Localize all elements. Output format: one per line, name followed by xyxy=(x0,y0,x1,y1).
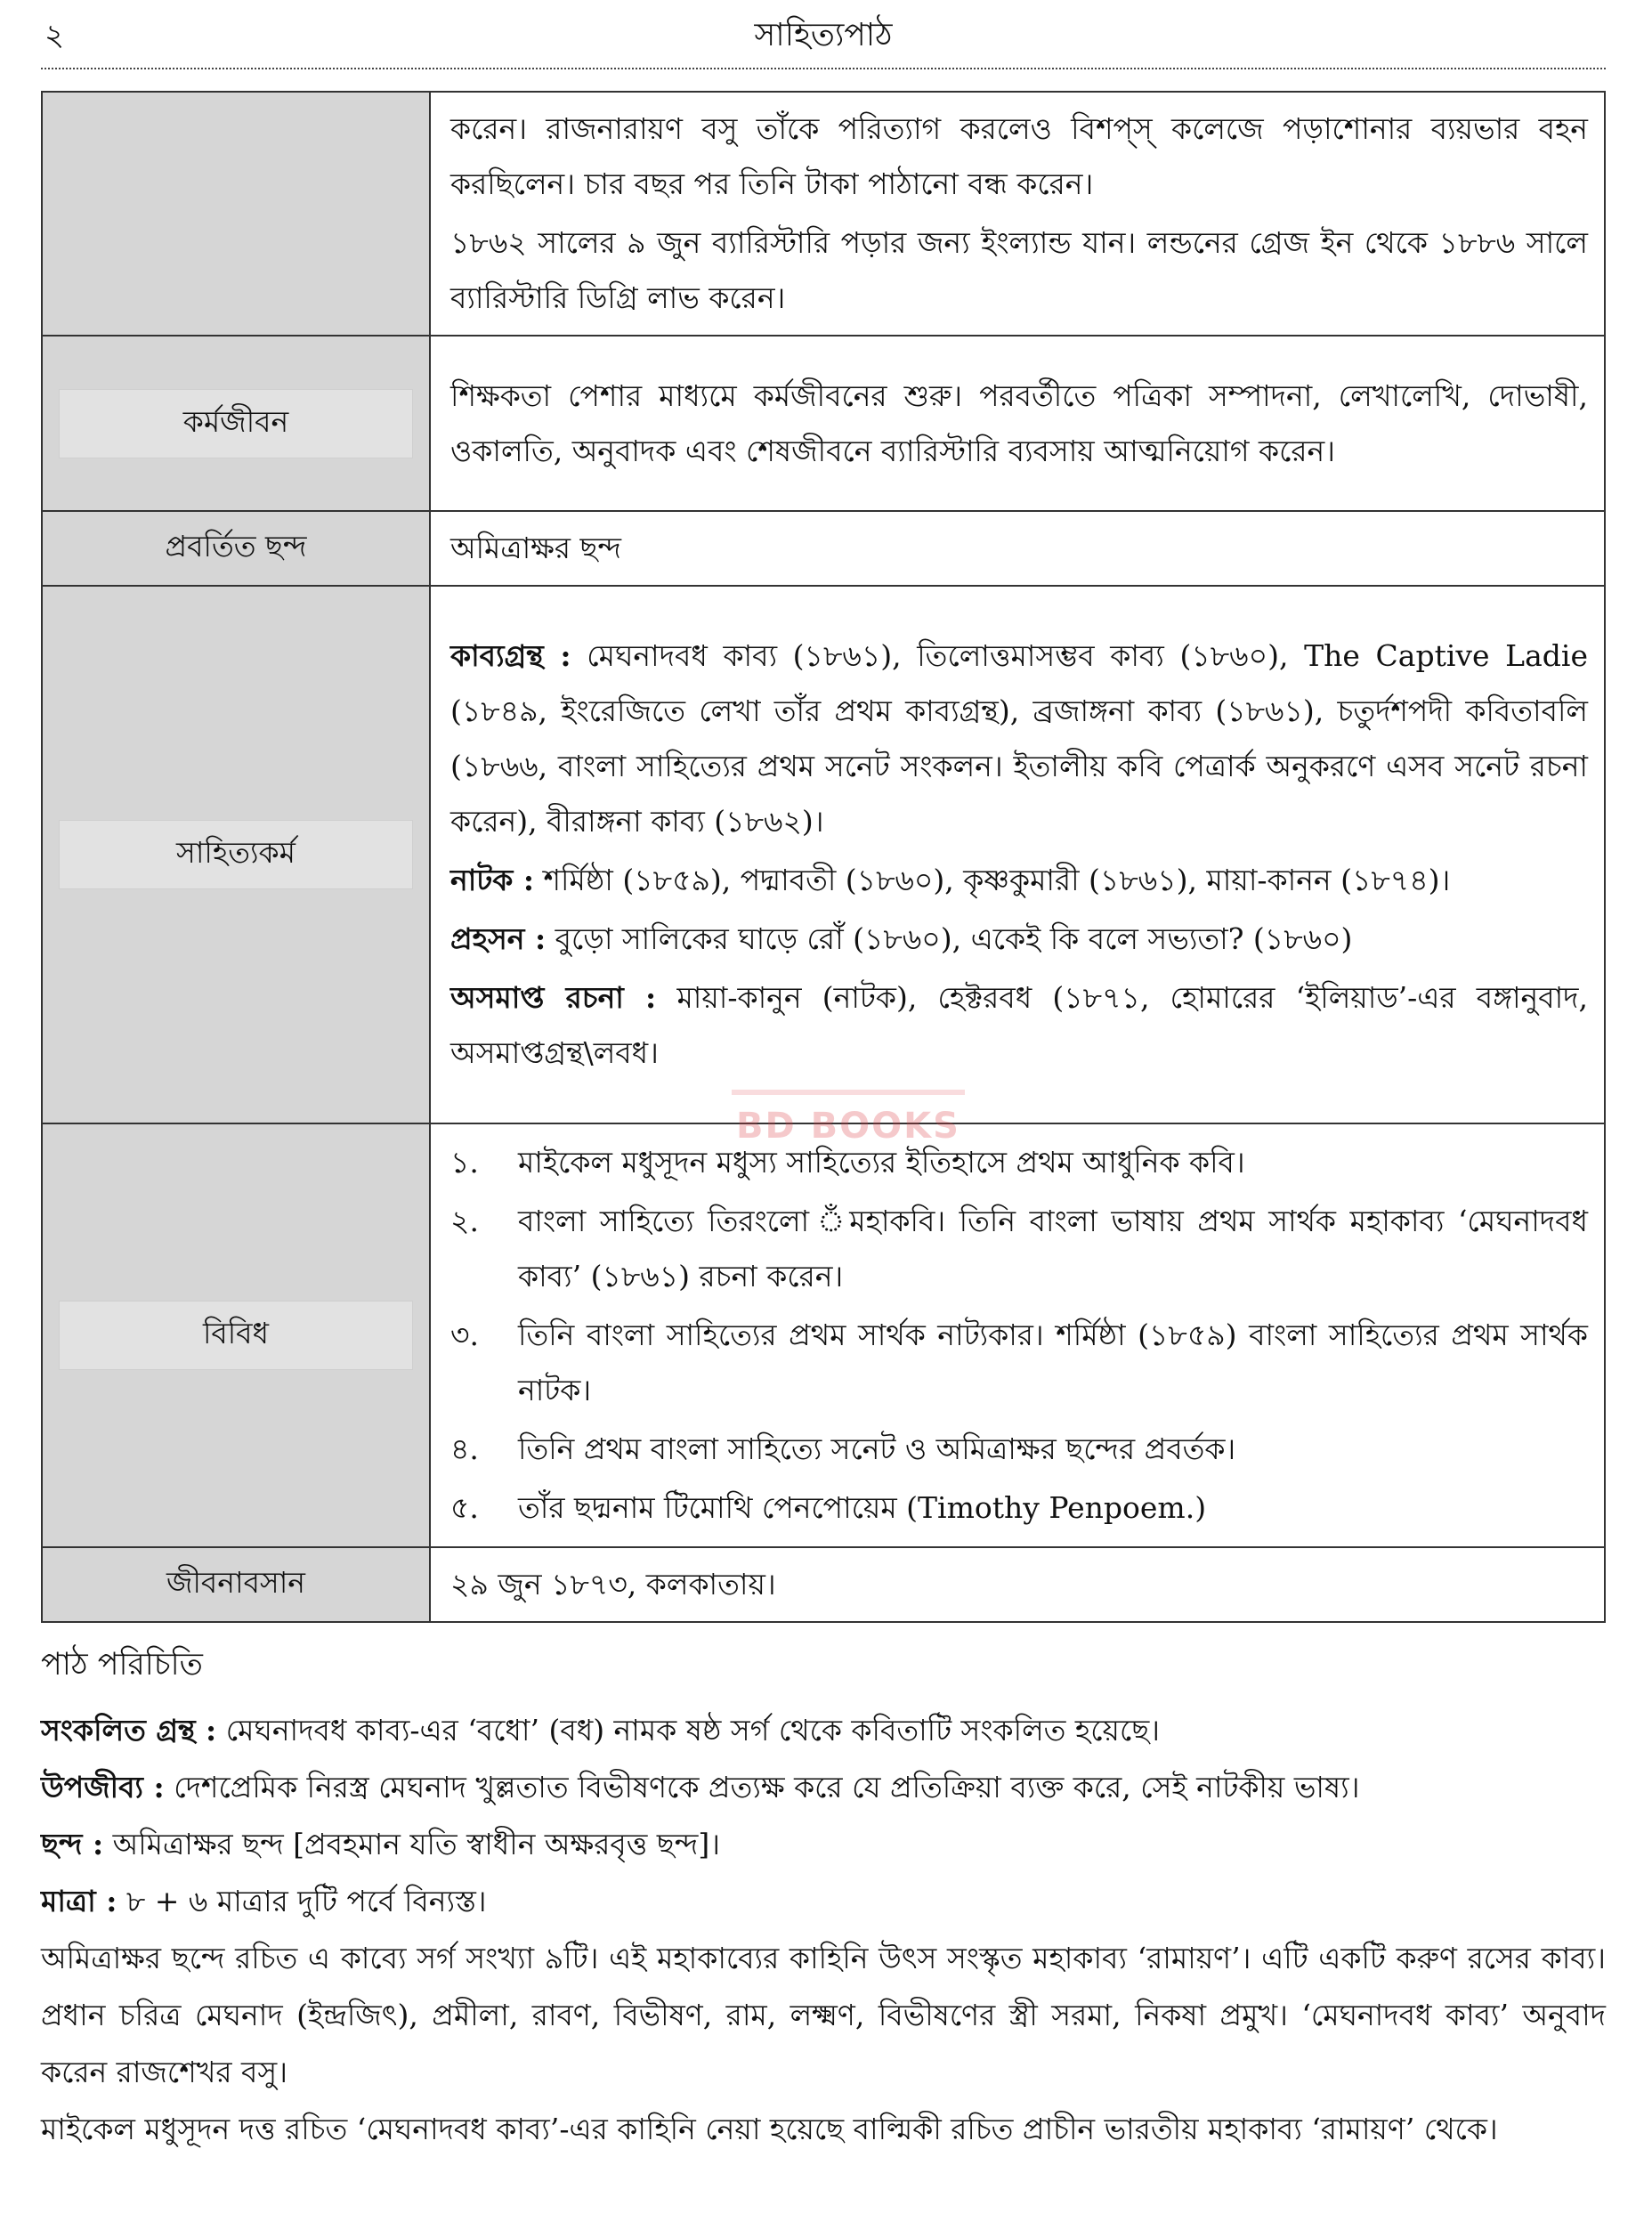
list-number: ১. xyxy=(450,1145,479,1180)
list-number: ৫. xyxy=(450,1490,479,1525)
theme-heading: উপজীব্য : xyxy=(41,1770,165,1804)
row-label xyxy=(42,1547,430,1622)
row-label xyxy=(42,586,430,1123)
meter-heading: ছন্দ : xyxy=(41,1827,104,1861)
lesson-introduction xyxy=(41,1636,1606,2158)
table-row xyxy=(42,511,1605,586)
education-paragraph: ১৮৬২ সালের ৯ জুন ব্যারিস্টারি পড়ার জন্য ইংল্যান্ড যান। লন্ডনের গ্রেজ ইন থেকে ১৮৮৬ সালে ব্যারিস্টারি ডিগ্রি লাভ করেন। xyxy=(450,225,1588,315)
death-label: জীবনাবসান xyxy=(166,1565,306,1600)
row-label xyxy=(42,336,430,511)
list-number: ৩. xyxy=(450,1318,479,1352)
body-paragraph: মাইকেল মধুসূদন দত্ত রচিত ‘মেঘনাদবধ কাব্য’-এর কাহিনি নেয়া হয়েছে বাল্মিকী রচিত প্রাচীন ভারতীয় মহাকাব্য ‘রামায়ণ’ থেকে। xyxy=(41,2112,1498,2146)
death-cell xyxy=(430,1547,1605,1622)
list-item xyxy=(450,1480,1588,1536)
drama-heading: নাটক : xyxy=(450,863,535,897)
unfinished-paragraph xyxy=(450,970,1588,1081)
page-header xyxy=(41,0,1606,69)
poetry-text: মেঘনাদবধ কাব্য (১৮৬১), তিলোত্তমাসম্ভব কাব্য (১৮৬০), The Captive Ladie (১৮৪৯, ইংরেজিতে লেখা তাঁর প্রথম কাব্যগ্রন্থ), ব্রজাঙ্গনা কাব্য (১৮৬১), চতুর্দশপদী কবিতাবলি (১৮৬৬, বাংলা সাহিত্যের প্রথম সনেট সংকলন। ইতালীয় কবি পেত্রার্ক অনুকরণে এসব সনেট রচনা করেন), বীরাঙ্গনা কাব্য (১৮৬২)। xyxy=(450,638,1588,839)
literary-works-label: সাহিত্যকর্ম xyxy=(59,820,413,889)
poetry-heading: কাব্যগ্রন্থ : xyxy=(450,638,571,673)
theme-text: দেশপ্রেমিক নিরস্ত্র মেঘনাদ খুল্লতাত বিভীষণকে প্রত্যক্ষ করে যে প্রতিক্রিয়া ব্যক্ত করে, সেই নাটকীয় ভাষ্য। xyxy=(174,1770,1360,1804)
theme-line xyxy=(41,1759,1606,1816)
page-number: ২ xyxy=(45,18,65,53)
farce-heading: প্রহসন : xyxy=(450,921,547,956)
watermark: BD BOOKS xyxy=(732,1090,965,1157)
farce-paragraph xyxy=(450,912,1588,967)
meter-cell xyxy=(430,511,1605,586)
unfinished-heading: অসমাপ্ত রচনা : xyxy=(450,980,657,1015)
measure-heading: মাত্রা : xyxy=(41,1884,117,1918)
death-text: ২৯ জুন ১৮৭৩, কলকাতায়। xyxy=(450,1567,776,1602)
education-paragraph: করেন। রাজনারায়ণ বসু তাঁকে পরিত্যাগ করলেও বিশপ্‌স্‌ কলেজে পড়াশোনার ব্যয়ভার বহন করছিলেন। চার বছর পর তিনি টাকা পাঠানো বন্ধ করেন। xyxy=(450,111,1588,201)
list-text: মাইকেল মধুসূদন মধুস্য সাহিত্যের ইতিহাসে প্রথম আধুনিক কবি। xyxy=(518,1145,1245,1180)
measure-line xyxy=(41,1873,1606,1930)
list-item xyxy=(450,1135,1588,1190)
body-paragraph: অমিত্রাক্ষর ছন্দে রচিত এ কাব্যে সর্গ সংখ্যা ৯টি। এই মহাকাব্যের কাহিনি উৎস সংস্কৃত মহাকাব্য ‘রামায়ণ’। এটি একটি করুণ রসের কাব্য। প্রধান চরিত্র মেঘনাদ (ইন্দ্রজিৎ), প্রমীলা, রাবণ, বিভীষণ, রাম, লক্ষ্মণ, বিভীষণের স্ত্রী সরমা, নিকষা প্রমুখ। ‘মেঘনাদবধ কাব্য’ অনুবাদ করেন রাজশেখর বসু। xyxy=(41,1941,1606,2089)
misc-label: বিবিধ xyxy=(59,1301,413,1370)
meter-label: প্রবর্তিত ছন্দ xyxy=(165,529,307,564)
table-row xyxy=(42,336,1605,511)
section-heading: পাঠ পরিচিতি xyxy=(41,1647,203,1683)
row-label-empty xyxy=(42,92,430,336)
table-row xyxy=(42,92,1605,336)
poetry-paragraph xyxy=(450,628,1588,849)
measure-text: ৮ + ৬ মাত্রার দুটি পর্বে বিন্যস্ত। xyxy=(126,1884,487,1918)
meter-line xyxy=(41,1816,1606,1873)
running-title: সাহিত্যপাঠ xyxy=(754,17,893,53)
list-item xyxy=(450,1308,1588,1418)
career-label: কর্মজীবন xyxy=(59,389,413,458)
row-label xyxy=(42,511,430,586)
table-row xyxy=(42,1547,1605,1622)
list-text: তিনি বাংলা সাহিত্যের প্রথম সার্থক নাট্যকার। শর্মিষ্ঠা (১৮৫৯) বাংলা সাহিত্যের প্রথম সার্থক নাটক। xyxy=(518,1318,1588,1407)
table-row xyxy=(42,1123,1605,1547)
misc-list xyxy=(450,1135,1588,1536)
list-text: বাংলা সাহিত্যে তিরংলো ঁমহাকবি। তিনি বাংলা ভাষায় প্রথম সার্থক মহাকাব্য ‘মেঘনাদবধ কাব্য’ (১৮৬১) রচনা করেন। xyxy=(518,1204,1588,1293)
education-cell xyxy=(430,92,1605,336)
career-text: শিক্ষকতা পেশার মাধ্যমে কর্মজীবনের শুরু। পরবর্তীতে পত্রিকা সম্পাদনা, লেখালেখি, দোভাষী, ওকালতি, অনুবাদক এবং শেষজীবনে ব্যারিস্টারি ব্যবসায় আত্মনিয়োগ করেন। xyxy=(450,377,1588,468)
list-text: তিনি প্রথম বাংলা সাহিত্যে সনেট ও অমিত্রাক্ষর ছন্দের প্রবর্তক। xyxy=(518,1431,1236,1466)
meter-line-text: অমিত্রাক্ষর ছন্দ [প্রবহমান যতি স্বাধীন অক্ষরবৃত্ত ছন্দ]। xyxy=(112,1827,721,1861)
misc-cell xyxy=(430,1123,1605,1547)
row-label xyxy=(42,1123,430,1547)
meter-text: অমিত্রাক্ষর ছন্দ xyxy=(450,531,622,565)
drama-paragraph xyxy=(450,853,1588,908)
table-row xyxy=(42,586,1605,1123)
list-number: ২. xyxy=(450,1204,479,1238)
list-item xyxy=(450,1422,1588,1477)
compiled-heading: সংকলিত গ্রন্থ : xyxy=(41,1713,217,1748)
biography-table xyxy=(41,91,1606,1623)
compiled-line xyxy=(41,1702,1606,1759)
compiled-text: মেঘনাদবধ কাব্য-এর ‘বধো’ (বধ) নামক ষষ্ঠ সর্গ থেকে কবিতাটি সংকলিত হয়েছে। xyxy=(225,1713,1161,1748)
list-number: ৪. xyxy=(450,1431,479,1466)
career-cell xyxy=(430,336,1605,511)
list-item xyxy=(450,1194,1588,1304)
unfinished-text: মায়া-কানুন (নাটক), হেক্টরবধ (১৮৭১, হোমারের ‘ইলিয়াড’-এর বঙ্গানুবাদ, অসমাপ্তগ্রন্থ\লবধ। xyxy=(450,980,1588,1070)
literary-works-cell xyxy=(430,586,1605,1123)
drama-text: শর্মিষ্ঠা (১৮৫৯), পদ্মাবতী (১৮৬০), কৃষ্ণকুমারী (১৮৬১), মায়া-কানন (১৮৭৪)। xyxy=(543,863,1451,897)
list-text: তাঁর ছদ্মনাম টিমোথি পেনপোয়েম (Timothy Penpoem.) xyxy=(518,1490,1207,1525)
farce-text: বুড়ো সালিকের ঘাড়ে রোঁ (১৮৬০), একেই কি বলে সভ্যতা? (১৮৬০) xyxy=(555,921,1353,956)
